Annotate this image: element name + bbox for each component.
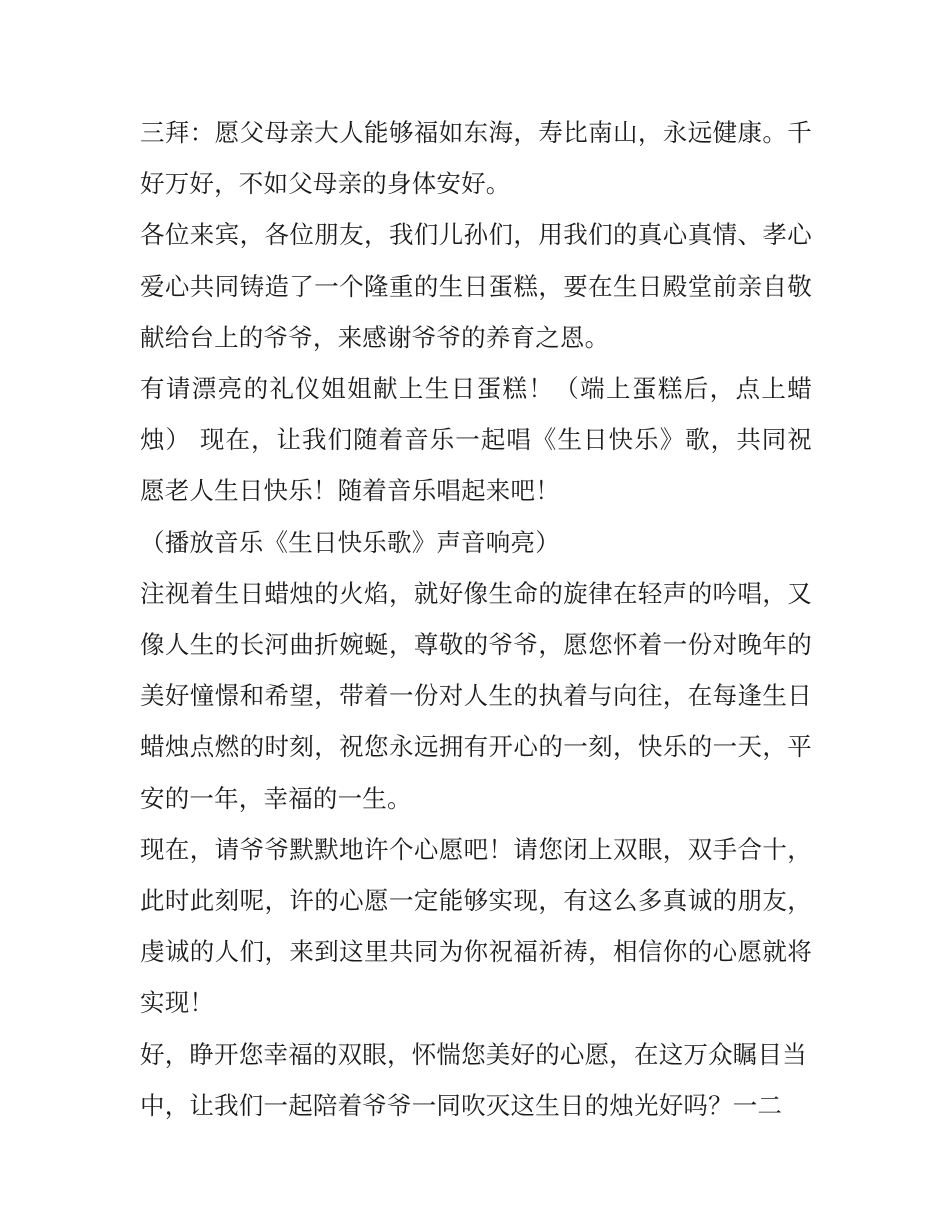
paragraph-make-wish: 现在，请爷爷默默地许个心愿吧！请您闭上双眼，双手合十，此时此刻呢，许的心愿一定能够实现，有这么多真诚的朋友，虔诚的人们，来到这里共同为你祝福祈祷，相信你的心愿就将实现！ xyxy=(140,834,812,1018)
paragraph-candle-flame: 注视着生日蜡烛的火焰，就好像生命的旋律在轻声的吟唱，又像人生的长河曲折婉蜒，尊敬的爷爷，愿您怀着一份对晚年的美好憧憬和希望，带着一份对人生的执着与向往，在每逢生日蜡烛点燃的时刻，祝您永远拥有开心的一刻，快乐的一天，平安的一年，幸福的一生。 xyxy=(140,578,812,813)
paragraph-play-music: （播放音乐《生日快乐歌》声音响亮） xyxy=(140,527,560,557)
paragraph-third-bow: 三拜：愿父母亲大人能够福如东海，寿比南山，永远健康。千好万好，不如父母亲的身体安好。 xyxy=(140,118,812,199)
paragraph-guests-cake: 各位来宾，各位朋友，我们儿孙们，用我们的真心真情、孝心爱心共同铸造了一个隆重的生日蛋糕，要在生日殿堂前亲自敬献给台上的爷爷，来感谢爷爷的养育之恩。 xyxy=(140,220,812,352)
document-body xyxy=(140,107,812,1131)
paragraph-blow-candles: 好，睁开您幸福的双眼，怀惴您美好的心愿，在这万众瞩目当中，让我们一起陪着爷爷一同吹灭这生日的烛光好吗？一二 xyxy=(140,1039,807,1120)
paragraph-present-cake: 有请漂亮的礼仪姐姐献上生日蛋糕！（端上蛋糕后，点上蜡烛） 现在，让我们随着音乐一起唱《生日快乐》歌，共同祝愿老人生日快乐！随着音乐唱起来吧！ xyxy=(140,374,812,506)
